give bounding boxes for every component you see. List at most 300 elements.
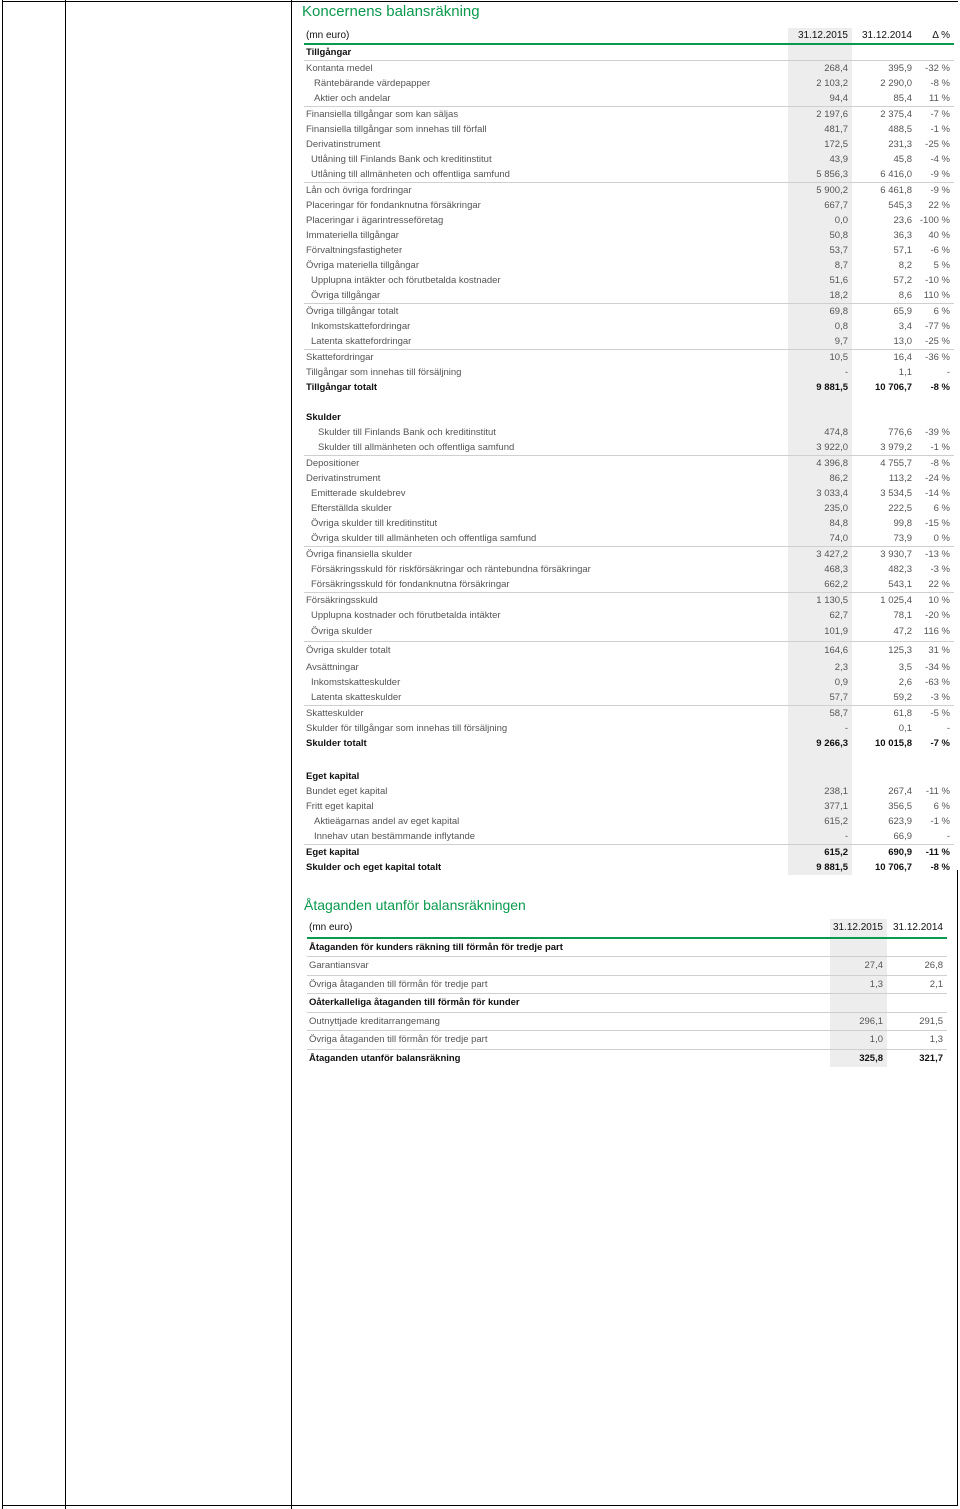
cell-c1: 172,5 [788,137,852,152]
cell-c1: 9 881,5 [788,860,852,875]
table-row [304,91,954,107]
row-label: Skulder totalt [306,738,367,749]
column-divider-2 [291,0,292,1509]
row-label: Depositioner [304,456,788,472]
cell-c1: 3 922,0 [788,440,852,456]
cell-c2: 2 375,4 [852,107,916,123]
cell-c3: 6 % [916,304,954,320]
cell-c3: 22 % [928,579,950,590]
table-row [304,562,954,577]
cell-c3: -36 % [916,350,954,366]
cell-c2: 78,1 [893,610,912,621]
cell-c3: 116 % [923,626,950,637]
cell-c1 [788,395,852,410]
cell-c2: 1,1 [898,367,912,378]
cell-c3: -1 % [930,442,950,453]
cell-c1: 2 197,6 [788,107,852,123]
cell-c1: 9,7 [788,334,852,350]
cell-c3: -1 % [930,816,950,827]
cell-c2: 545,3 [888,200,912,211]
cell-c2: 267,4 [888,786,912,797]
row-label: Upplupna kostnader och förutbetalda intäkter [311,610,501,621]
cell-c1: 0,0 [788,213,852,228]
cell-c2: 3,5 [898,662,912,673]
table-row [304,845,954,861]
cell-c3: -39 % [925,427,950,438]
cell-c2: 1 025,4 [852,593,916,609]
cell-c1: 2 103,2 [788,76,852,91]
cell-c1: 58,7 [788,706,852,722]
row-label: Skatteskulder [304,706,788,722]
row-label: Övriga åtaganden till förmån för tredje part [307,1031,830,1050]
cell-c1: 62,7 [788,608,852,623]
cell-c1: - [788,721,852,736]
row-label: Försäkringsskuld [304,593,788,609]
cell-c2: 85,4 [893,93,912,104]
table-row [304,304,954,320]
row-label: Finansiella tillgångar som innehas till förfall [306,124,487,135]
table-row [304,410,954,425]
cell-c1 [788,751,852,769]
page-border-bottom [2,1505,958,1506]
cell-c2: 13,0 [893,336,912,347]
cell-c1 [788,44,852,61]
cell-c2: 3,4 [898,321,912,332]
cell-c3 [916,751,954,769]
table-row [307,1012,947,1031]
cell-c2: 690,9 [852,845,916,861]
cell-c2: 45,8 [893,154,912,165]
table-row [304,547,954,563]
table-row [304,814,954,829]
cell-c1: 235,0 [788,501,852,516]
cell-c1: 53,7 [788,243,852,258]
cell-c2: 2,1 [887,975,947,994]
cell-c1: 667,7 [788,198,852,213]
row-label: Utlåning till allmänheten och offentliga samfund [311,169,510,180]
cell-c2: 73,9 [893,533,912,544]
row-label: Förvaltningsfastigheter [306,245,403,256]
cell-c3: 22 % [928,200,950,211]
cell-c3: -7 % [916,107,954,123]
table-row [304,350,954,366]
row-label: Åtaganden utanför balansräkning [307,1049,830,1067]
cell-c1: 94,4 [788,91,852,107]
cell-c2: 8,2 [898,260,912,271]
row-label: Innehav utan bestämmande inflytande [314,831,476,842]
row-label: Tillgångar totalt [306,382,378,393]
cell-c2: 36,3 [893,230,912,241]
cell-c3: -34 % [925,662,950,673]
cell-c2: 3 979,2 [880,442,912,453]
cell-c1: 0,8 [788,319,852,334]
table-row [304,167,954,183]
table-row [307,1031,947,1050]
cell-c2: 6 461,8 [852,183,916,199]
cell-c2: 10 706,7 [875,382,912,393]
row-label: Försäkringsskuld för fondanknutna försäkringar [311,579,510,590]
column-header-c2: 31.12.2014 [887,919,947,938]
row-label: Övriga skulder totalt [304,642,788,661]
table-row [304,440,954,456]
row-label: Emitterade skuldebrev [311,488,406,499]
balance-header-row [304,28,954,44]
cell-c3: 6 % [933,503,950,514]
row-label: Latenta skattefordringar [311,336,412,347]
cell-c1: 3 427,2 [788,547,852,563]
cell-c3: -7 % [930,738,950,749]
table-row [304,137,954,152]
row-label: Tillgångar [306,47,352,58]
column-header-c1: 31.12.2015 [830,919,887,938]
cell-c1: 1,3 [830,975,887,994]
cell-c1 [788,410,852,425]
cell-c1 [830,994,887,1013]
row-label: Avsättningar [306,662,359,673]
cell-c1: 662,2 [788,577,852,593]
column-header-c1: 31.12.2015 [788,28,852,44]
cell-c3: 110 % [923,290,950,301]
row-label: Placeringar för fondanknutna försäkringar [306,200,481,211]
balance-sheet-title: Koncernens balansräkning [302,3,480,20]
cell-c1: 325,8 [830,1049,887,1067]
cell-c2: 8,6 [898,290,912,301]
row-label: Garantiansvar [307,957,830,976]
row-label: Skulder för tillgångar som innehas till försäljning [306,723,508,734]
cell-c2: 2,6 [898,677,912,688]
cell-c3: -8 % [930,382,950,393]
row-label: Tillgångar som innehas till försäljning [306,367,462,378]
cell-c3: -32 % [916,61,954,77]
row-label: Försäkringsskuld för riskförsäkringar och räntebundna försäkringar [311,564,591,575]
cell-c3 [916,44,954,61]
table-row [307,975,947,994]
row-label: Åtaganden för kunders räkning till förmån för tredje part [309,941,563,953]
row-label: Inkomstskatteskulder [311,677,401,688]
cell-c2: 3 534,5 [880,488,912,499]
column-divider-1 [65,0,66,1509]
table-row [304,152,954,167]
cell-c1: 377,1 [788,799,852,814]
cell-c2: 10 015,8 [875,738,912,749]
cell-c3: - [946,367,950,378]
cell-c2: 291,5 [887,1012,947,1031]
row-label: Övriga åtaganden till förmån för tredje part [307,975,830,994]
row-label: Aktier och andelar [314,93,391,104]
table-row [304,799,954,814]
page-border-top [2,1,958,2]
row-label: Derivatinstrument [306,473,381,484]
cell-c1: 3 033,4 [788,486,852,501]
cell-c3: -8 % [930,862,950,873]
cell-c2 [852,44,916,61]
table-row [304,660,954,675]
row-label: Finansiella tillgångar som kan säljas [304,107,788,123]
page-border-right [957,870,958,1506]
cell-c2: 482,3 [888,564,912,575]
cell-c1: 43,9 [788,152,852,167]
row-label: Derivatinstrument [306,139,381,150]
cell-c2: 776,6 [888,427,912,438]
cell-c2: 395,9 [852,61,916,77]
cell-c2 [852,395,916,410]
row-label: Latenta skatteskulder [311,692,402,703]
cell-c1: 8,7 [788,258,852,273]
table-row [304,501,954,516]
cell-c3: 0 % [933,533,950,544]
table-row [304,380,954,395]
cell-c1: 481,7 [788,122,852,137]
cell-c2: 488,5 [888,124,912,135]
table-row [304,751,954,769]
row-label: Outnyttjade kreditarrangemang [307,1012,830,1031]
table-row [304,334,954,350]
cell-c1: 468,3 [788,562,852,577]
cell-c2: 57,1 [893,245,912,256]
table-row [307,1049,947,1067]
row-label: Övriga tillgångar totalt [304,304,788,320]
row-label: Bundet eget kapital [306,786,388,797]
table-row [304,213,954,228]
cell-c2 [852,751,916,769]
table-row [304,243,954,258]
row-label: Övriga finansiella skulder [304,547,788,563]
cell-c3: -25 % [925,336,950,347]
cell-c1: 74,0 [788,531,852,547]
row-label: Immateriella tillgångar [306,230,399,241]
cell-c1: 51,6 [788,273,852,288]
cell-c1: 18,2 [788,288,852,304]
cell-c2: 65,9 [852,304,916,320]
table-row [304,198,954,213]
row-label: Övriga materiella tillgångar [306,260,419,271]
cell-c2: 4 755,7 [852,456,916,472]
cell-c1: 1 130,5 [788,593,852,609]
table-row [304,829,954,845]
row-label: Upplupna intäkter och förutbetalda kostnader [311,275,501,286]
table-row [304,61,954,77]
cell-c1: 50,8 [788,228,852,243]
cell-c1 [788,769,852,784]
cell-c2 [887,938,947,957]
table-row [304,76,954,91]
row-label: Skulder till allmänheten och offentliga samfund [318,442,515,453]
table-row [304,860,954,875]
row-label: Placeringar i ägarintresseföretag [306,215,444,226]
cell-c1: 101,9 [788,623,852,642]
row-label: Övriga skulder till allmänheten och offentliga samfund [311,533,537,544]
cell-c2: 57,2 [893,275,912,286]
cell-c2: 623,9 [888,816,912,827]
cell-c2: 1,3 [887,1031,947,1050]
cell-c1: 238,1 [788,784,852,799]
page-border-left [2,0,3,1509]
column-header-c2: 31.12.2014 [852,28,916,44]
table-row [304,531,954,547]
cell-c2: 222,5 [888,503,912,514]
table-row [304,675,954,690]
table-row [304,769,954,784]
cell-c2: 66,9 [893,831,912,842]
row-label: Eget kapital [306,771,360,782]
cell-c1: 69,8 [788,304,852,320]
row-label: Skulder till Finlands Bank och kreditinstitut [318,427,496,438]
cell-c3 [916,410,954,425]
table-row [304,642,954,661]
cell-c1: - [788,829,852,845]
table-row [304,273,954,288]
cell-c2: 0,1 [898,723,912,734]
row-label: Efterställda skulder [311,503,392,514]
cell-c2: 47,2 [893,626,912,637]
cell-c1 [830,938,887,957]
cell-c2: 26,8 [887,957,947,976]
table-row [304,577,954,593]
table-row [304,784,954,799]
cell-c1: 268,4 [788,61,852,77]
table-row [307,957,947,976]
cell-c1: 474,8 [788,425,852,440]
row-label: Inkomstskattefordringar [311,321,411,332]
table-row [304,456,954,472]
table-row [304,706,954,722]
cell-c2: 10 706,7 [875,862,912,873]
cell-c2: 61,8 [852,706,916,722]
balance-sheet-table [304,28,954,875]
cell-c3: -11 % [916,845,954,861]
cell-c3: - [946,723,950,734]
row-label [304,751,788,769]
table-row [304,471,954,486]
cell-c1: 2,3 [788,660,852,675]
cell-c3 [916,769,954,784]
cell-c3: -10 % [925,275,950,286]
cell-c3: 6 % [933,801,950,812]
row-label: Övriga skulder [311,626,373,637]
cell-c3: -11 % [925,786,950,797]
cell-c1: 5 856,3 [788,167,852,183]
table-row [304,228,954,243]
cell-c3: -100 % [919,215,950,226]
cell-c2: 321,7 [887,1049,947,1067]
cell-c3: 11 % [929,93,950,104]
cell-c3: -25 % [925,139,950,150]
off-balance-title: Åtaganden utanför balansräkningen [304,897,526,913]
table-row [304,107,954,123]
cell-c1: 84,8 [788,516,852,531]
cell-c1: 57,7 [788,690,852,706]
row-label: Skulder och eget kapital totalt [306,862,442,873]
table-row [304,690,954,706]
cell-c2: 113,2 [888,473,912,484]
cell-c3: -15 % [925,518,950,529]
row-label: Skulder [306,412,341,423]
cell-c3: -14 % [925,488,950,499]
cell-c2: 59,2 [893,692,912,703]
cell-c3: -8 % [916,456,954,472]
cell-c3: -6 % [930,245,950,256]
table-row [304,425,954,440]
row-label: Aktieägarnas andel av eget kapital [314,816,460,827]
cell-c2: 3 930,7 [852,547,916,563]
row-label: Övriga tillgångar [311,290,381,301]
cell-c3: -1 % [930,124,950,135]
cell-c2: 543,1 [888,579,912,590]
row-label: Lån och övriga fordringar [304,183,788,199]
cell-c3: -20 % [925,610,950,621]
cell-c2: 356,5 [888,801,912,812]
cell-c2: 231,3 [888,139,912,150]
cell-c3 [916,395,954,410]
cell-c1: 9 881,5 [788,380,852,395]
row-label: Oåterkalleliga åtaganden till förmån för kunder [307,994,830,1013]
table-row [304,365,954,380]
cell-c2: 2 290,0 [880,78,912,89]
cell-c1: 615,2 [788,845,852,861]
cell-c3: -77 % [925,321,950,332]
table-row [307,994,947,1013]
table-row [304,721,954,736]
cell-c1: 9 266,3 [788,736,852,751]
table-row [304,608,954,623]
cell-c1: 27,4 [830,957,887,976]
row-label: Övriga skulder till kreditinstitut [311,518,438,529]
cell-c3: -13 % [916,547,954,563]
cell-c2: 6 416,0 [880,169,912,180]
unit-label: (mn euro) [304,28,788,44]
cell-c2 [887,994,947,1013]
cell-c3: 5 % [933,260,950,271]
row-label: Utlåning till Finlands Bank och kreditinstitut [311,154,492,165]
table-row [304,319,954,334]
cell-c3: -4 % [930,154,950,165]
row-label: Kontanta medel [304,61,788,77]
cell-c3: -24 % [925,473,950,484]
row-label [304,395,788,410]
table-row [304,593,954,609]
cell-c1: 10,5 [788,350,852,366]
table-row [304,183,954,199]
cell-c3: -3 % [930,564,950,575]
cell-c3: 31 % [916,642,954,661]
table-row [304,395,954,410]
cell-c3: 40 % [928,230,950,241]
cell-c2: 23,6 [893,215,912,226]
table-row [304,44,954,61]
cell-c2 [852,769,916,784]
cell-c1: 615,2 [788,814,852,829]
cell-c2: 125,3 [852,642,916,661]
cell-c3: -63 % [925,677,950,688]
cell-c2: 16,4 [852,350,916,366]
cell-c1: 4 396,8 [788,456,852,472]
table-row [304,736,954,751]
cell-c1: 5 900,2 [788,183,852,199]
cell-c3: -9 % [930,169,950,180]
cell-c1: - [788,365,852,380]
cell-c1: 1,0 [830,1031,887,1050]
cell-c3: -9 % [916,183,954,199]
row-label: Skattefordringar [304,350,788,366]
cell-c3: -5 % [916,706,954,722]
cell-c1: 164,6 [788,642,852,661]
off-balance-table [307,919,947,1067]
offbalance-header-row [307,919,947,938]
cell-c2: 99,8 [893,518,912,529]
table-row [304,486,954,501]
row-label: Fritt eget kapital [306,801,374,812]
column-header-c3: Δ % [916,28,954,44]
